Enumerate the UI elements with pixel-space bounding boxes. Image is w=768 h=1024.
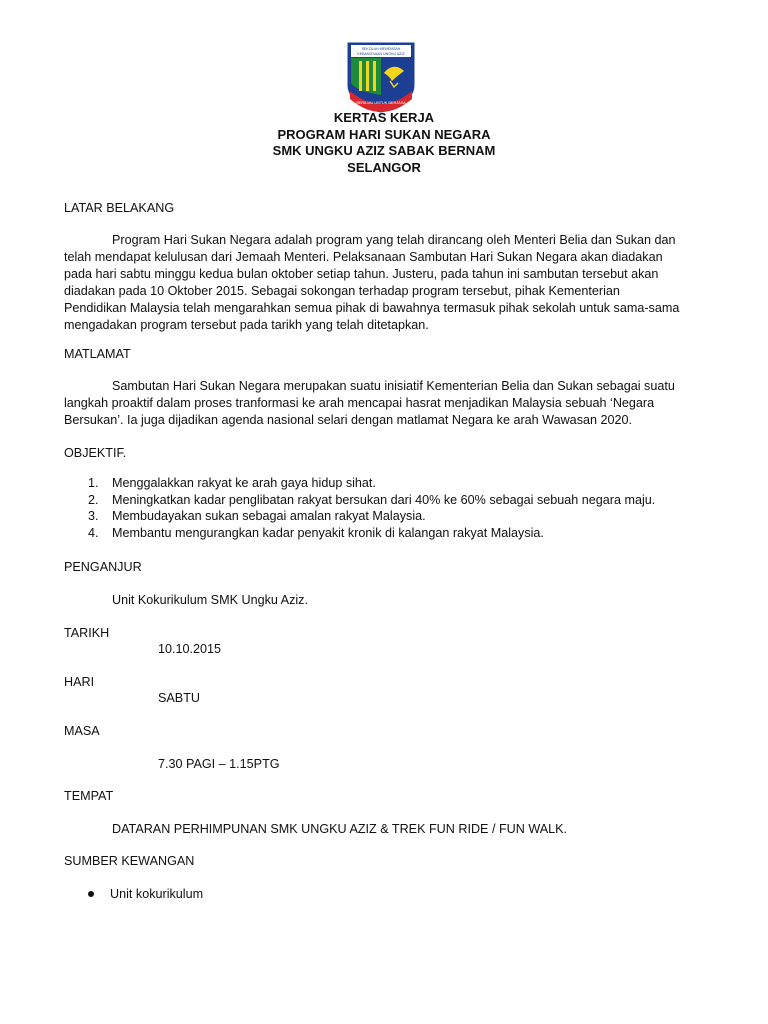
latar-belakang-paragraph [64, 232, 712, 335]
section-heading-tempat: TEMPAT [64, 789, 114, 803]
latar-line-1: Program Hari Sukan Negara adalah program yang telah dirancang oleh Menteri Belia dan Sukan dan [112, 233, 676, 247]
matlamat-line-3: Bersukan’. Ia juga dijadikan agenda nasional selari dengan matlamat Negara ke arah Wawasan 2020. [64, 413, 633, 428]
latar-line-2: telah mendapat kelulusan dari Jemaah Menteri. Pelaksanaan Sambutan Hari Sukan Negara akan diadakan [64, 250, 663, 265]
school-crest-logo [346, 41, 416, 113]
section-heading-masa: MASA [64, 724, 100, 738]
sumber-item-label: Unit kokurikulum [110, 887, 204, 901]
list-item: 4. Membantu mengurangkan kadar penyakit kronik di kalangan rakyat Malaysia. [88, 525, 544, 540]
objektif-list [88, 475, 708, 541]
tarikh-value: 10.10.2015 [158, 642, 222, 656]
section-heading-penganjur: PENGANJUR [64, 560, 142, 574]
list-item: 2. Meningkatkan kadar penglibatan rakyat bersukan dari 40% ke 60% sebagai sebuah negara maju. [88, 492, 656, 507]
hari-value: SABTU [158, 691, 200, 705]
title-line-2: PROGRAM HARI SUKAN NEGARA [277, 126, 491, 142]
svg-text:KEBANGSAAN UNGKU AZIZ: KEBANGSAAN UNGKU AZIZ [357, 52, 405, 56]
section-heading-latar-belakang: LATAR BELAKANG [64, 201, 175, 215]
latar-line-4: diadakan pada 10 Oktober 2015. Sebagai sokongan terhadap program tersebut, pihak Kementerian [64, 284, 620, 299]
list-item: 1. Menggalakkan rakyat ke arah gaya hidup sihat. [88, 476, 376, 490]
list-item: 3. Membudayakan sukan sebagai amalan rakyat Malaysia. [88, 509, 426, 523]
svg-text:BERILMU UNTUK BERJASA: BERILMU UNTUK BERJASA [356, 101, 406, 105]
matlamat-paragraph [64, 378, 712, 429]
list-item [88, 886, 203, 902]
title-line-1: KERTAS KERJA [333, 110, 435, 125]
bullet-icon [88, 891, 94, 897]
matlamat-line-1: Sambutan Hari Sukan Negara merupakan suatu inisiatif Kementerian Belia dan Sukan sebagai suatu [112, 379, 675, 393]
tempat-value: DATARAN PERHIMPUNAN SMK UNGKU AZIZ & TREK FUN RIDE / FUN WALK. [112, 822, 568, 836]
latar-line-3: pada hari sabtu minggu kedua bulan oktober setiap tahun. Justeru, pada tahun ini sambutan tersebut akan [64, 267, 659, 282]
document-title [0, 110, 768, 176]
latar-line-6: mengadakan program tersebut pada tarikh yang telah ditetapkan. [64, 318, 429, 333]
svg-text:SEKOLAH MENENGAH: SEKOLAH MENENGAH [361, 47, 401, 51]
title-line-3: SMK UNGKU AZIZ SABAK BERNAM [272, 143, 496, 158]
latar-line-5: Pendidikan Malaysia telah mengarahkan semua pihak di bawahnya termasuk pihak sekolah untuk sama-sama [64, 301, 680, 316]
matlamat-line-2: langkah proaktif dalam proses tranformasi ke arah mencapai hasrat menjadikan Malaysia sebuah ‘Negara [64, 396, 655, 411]
title-line-4: SELANGOR [347, 159, 421, 175]
masa-value: 7.30 PAGI – 1.15PTG [158, 757, 280, 771]
section-heading-matlamat: MATLAMAT [64, 347, 131, 361]
penganjur-value: Unit Kokurikulum SMK Ungku Aziz. [112, 593, 308, 607]
section-heading-sumber-kewangan: SUMBER KEWANGAN [64, 854, 195, 868]
section-heading-tarikh: TARIKH [64, 626, 110, 640]
section-heading-objektif: OBJEKTIF. [64, 446, 127, 460]
section-heading-hari: HARI [64, 675, 95, 689]
